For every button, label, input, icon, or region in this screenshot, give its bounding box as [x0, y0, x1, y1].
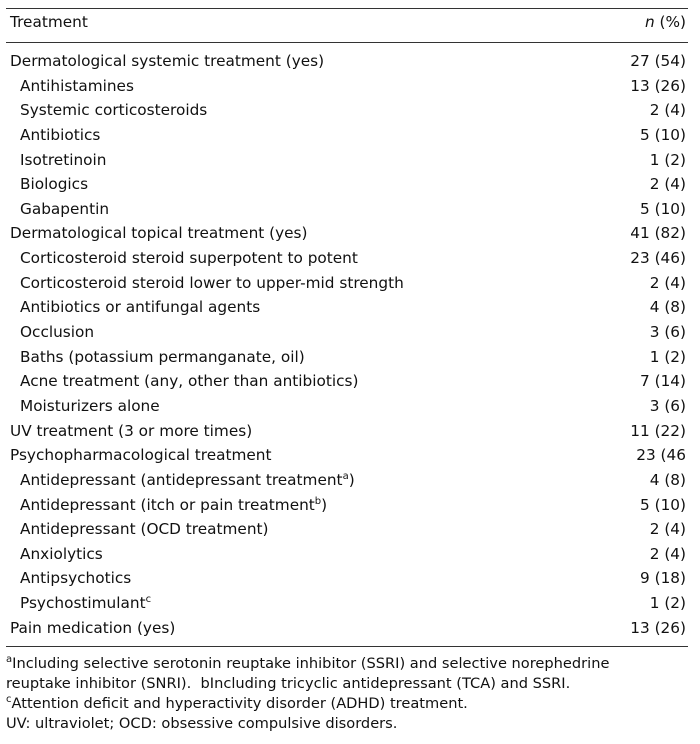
row-value: 2 (4)	[649, 175, 686, 194]
footnote-marker: a	[342, 470, 349, 482]
row-label: Antibiotics or antifungal agents	[20, 298, 261, 317]
row-value: 1 (2)	[649, 594, 686, 613]
row-value: 23 (46	[636, 446, 686, 465]
table-row	[10, 345, 686, 370]
header-treatment: Treatment	[10, 13, 88, 31]
table-row	[10, 320, 686, 345]
table-row	[10, 468, 686, 493]
row-value: 5 (10)	[640, 495, 686, 514]
row-label: Antihistamines	[20, 76, 134, 95]
row-label: Acne treatment (any, other than antibiotics)	[20, 372, 359, 391]
table-row	[10, 443, 686, 468]
row-value: 9 (18)	[640, 569, 686, 588]
row-label: Antibiotics	[20, 125, 101, 144]
footnote-line-2: reuptake inhibitor (SNRI). bIncluding tricyclic antidepressant (TCA) and SSRI.	[6, 675, 571, 692]
table-row	[10, 98, 686, 123]
row-label: Corticosteroid steroid lower to upper-mid strength	[20, 273, 404, 292]
row-label: Anxiolytics	[20, 544, 103, 563]
header-n-percent	[645, 13, 686, 31]
row-value: 2 (4)	[649, 544, 686, 563]
row-value: 1 (2)	[649, 150, 686, 169]
table-row	[10, 394, 686, 419]
row-label: Antidepressant (itch or pain treatment$^b$)	[20, 495, 328, 514]
table-row	[10, 517, 686, 542]
row-value: 41 (82)	[630, 224, 686, 243]
footnote-line-3: $^c$Attention deficit and hyperactivity disorder (ADHD) treatment.	[6, 694, 468, 712]
row-value: 5 (10)	[640, 199, 686, 218]
table-row	[10, 74, 686, 99]
footnote-line-4: UV: ultraviolet; OCD: obsessive compulsive disorders.	[6, 715, 398, 732]
row-value: 3 (6)	[649, 323, 686, 342]
table-top-rule	[6, 8, 688, 9]
table-row	[10, 369, 686, 394]
table-header-rule	[6, 42, 688, 43]
footnote-line-1: $^a$Including selective serotonin reuptake inhibitor (SSRI) and selective norephedrine	[6, 654, 610, 672]
row-value: 7 (14)	[640, 372, 686, 391]
table-row	[10, 246, 686, 271]
row-value: 5 (10)	[640, 125, 686, 144]
row-label: Psychostimulant$^c$	[20, 594, 152, 613]
row-label: Corticosteroid steroid superpotent to potent	[20, 249, 358, 268]
row-value: 23 (46)	[630, 249, 686, 268]
table-row	[10, 295, 686, 320]
footnote-c-marker: c	[6, 694, 12, 705]
table-row	[10, 271, 686, 296]
row-value: 4 (8)	[649, 298, 686, 317]
table-row	[10, 148, 686, 173]
footnote-a-marker: a	[6, 654, 13, 665]
table-row	[10, 591, 686, 616]
row-label: Psychopharmacological treatment	[10, 446, 272, 465]
row-value: 3 (6)	[649, 396, 686, 415]
row-value: 2 (4)	[649, 101, 686, 120]
row-label: Antipsychotics	[20, 569, 132, 588]
table-row	[10, 419, 686, 444]
row-value: 13 (26)	[630, 76, 686, 95]
table-row	[10, 616, 686, 641]
row-label: Baths (potassium permanganate, oil)	[20, 347, 305, 366]
row-label: Isotretinoin	[20, 150, 107, 169]
footnote-marker: b	[314, 495, 322, 507]
row-label: Biologics	[20, 175, 89, 194]
row-value: 1 (2)	[649, 347, 686, 366]
table-row	[10, 493, 686, 518]
table-row	[10, 172, 686, 197]
row-value: 11 (22)	[630, 421, 686, 440]
table-row	[10, 221, 686, 246]
row-label: Moisturizers alone	[20, 396, 160, 415]
row-value: 2 (4)	[649, 273, 686, 292]
table-row	[10, 542, 686, 567]
table-row	[10, 197, 686, 222]
row-label: Antidepressant (OCD treatment)	[20, 520, 269, 539]
row-label: Pain medication (yes)	[10, 618, 176, 637]
row-label: Systemic corticosteroids	[20, 101, 208, 120]
row-value: 13 (26)	[630, 618, 686, 637]
header-percent: (%)	[654, 13, 686, 31]
table-bottom-rule	[6, 646, 688, 647]
table-row	[10, 123, 686, 148]
row-label: Gabapentin	[20, 199, 110, 218]
row-label: UV treatment (3 or more times)	[10, 421, 253, 440]
table-row	[10, 49, 686, 74]
row-label: Dermatological topical treatment (yes)	[10, 224, 308, 243]
row-label: Dermatological systemic treatment (yes)	[10, 52, 325, 70]
row-label: Occlusion	[20, 323, 95, 342]
table-header	[10, 13, 686, 39]
row-label: Antidepressant (antidepressant treatment$^a$)	[20, 470, 355, 489]
footnote-marker: c	[145, 594, 152, 606]
row-value: 4 (8)	[649, 470, 686, 489]
row-value: 27 (54)	[630, 52, 686, 70]
table-body	[10, 49, 686, 640]
footnotes	[6, 654, 690, 734]
header-n: n	[644, 13, 655, 31]
table-row	[10, 566, 686, 591]
row-value: 2 (4)	[649, 520, 686, 539]
